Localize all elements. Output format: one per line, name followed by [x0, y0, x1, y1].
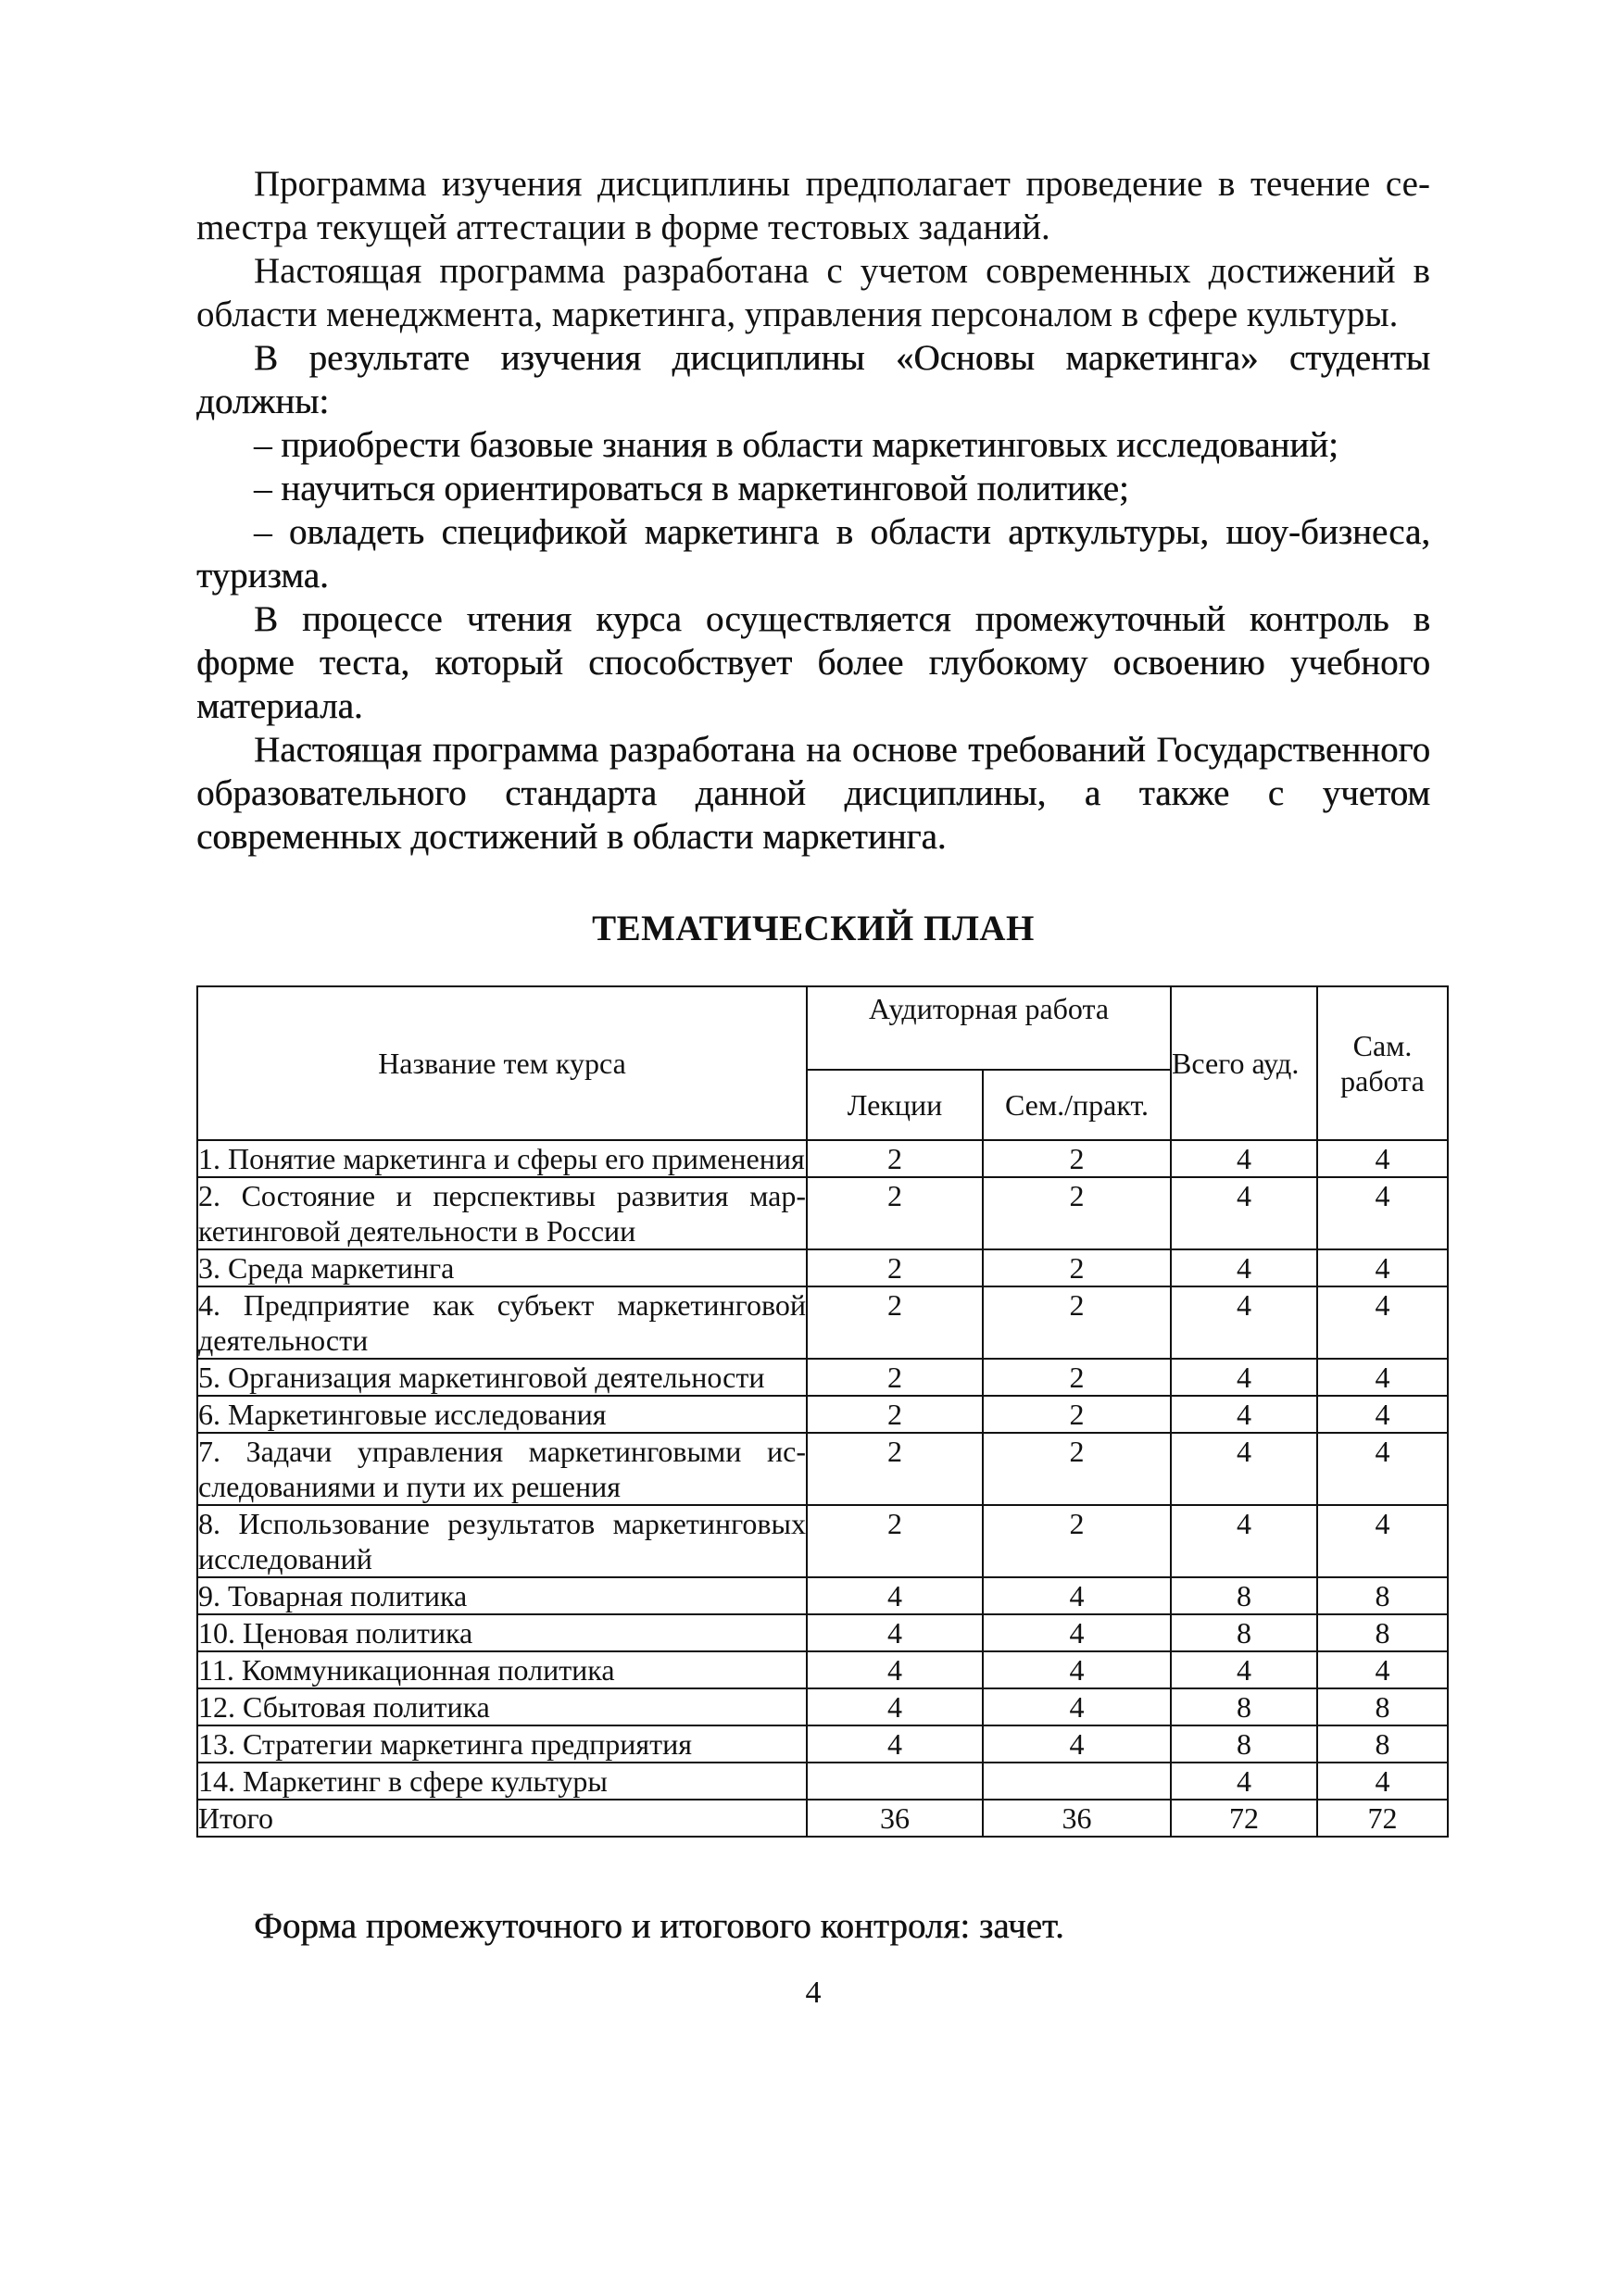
page-number: 4: [805, 1976, 822, 2010]
lectures-cell: 2: [807, 1359, 983, 1396]
total-cell: 4: [1171, 1286, 1317, 1359]
self-work-cell: 4: [1317, 1505, 1448, 1577]
topic-name-cell: 10. Ценовая политика: [197, 1614, 807, 1651]
table-row: [197, 1249, 1448, 1286]
topic-name-cell: 1. Понятие маркетинга и сферы его применения: [197, 1140, 807, 1177]
seminars-cell: 2: [983, 1359, 1171, 1396]
seminars-cell: 36: [983, 1800, 1171, 1837]
topic-name-cell: 14. Маркетинг в сфере культуры: [197, 1763, 807, 1800]
table-row: [197, 1359, 1448, 1396]
lectures-cell: 4: [807, 1614, 983, 1651]
paragraph-intermediate-control: В процессе чтения курса осуществляется промежуточный контроль в форме теста, который способствует более глубокому освоению учебного материала.: [196, 599, 1430, 726]
self-work-cell: 4: [1317, 1249, 1448, 1286]
self-work-cell: 72: [1317, 1800, 1448, 1837]
self-work-cell: 4: [1317, 1286, 1448, 1359]
list-item-specifics: – овладеть спецификой маркетинга в области арткультуры, шоу-бизнеса, туризма.: [196, 512, 1430, 596]
table-row: [197, 1396, 1448, 1433]
lectures-cell: 4: [807, 1651, 983, 1688]
self-work-cell: 4: [1317, 1763, 1448, 1800]
header-total-auditorium: Всего ауд.: [1171, 986, 1317, 1140]
seminars-cell: 2: [983, 1286, 1171, 1359]
topic-name-cell: 5. Организация маркетинговой деятельности: [197, 1359, 807, 1396]
list-item-knowledge: – приобрести базовые знания в области маркетинговых исследований;: [254, 425, 1338, 465]
header-lectures: Лекции: [807, 1070, 983, 1140]
lectures-cell: 4: [807, 1688, 983, 1725]
total-cell: 4: [1171, 1140, 1317, 1177]
total-cell: 8: [1171, 1577, 1317, 1614]
total-cell: 4: [1171, 1177, 1317, 1249]
table-row: [197, 1614, 1448, 1651]
table-row: [197, 1577, 1448, 1614]
table-row: [197, 1725, 1448, 1763]
topic-name-cell: 7. Задачи управления маркетинговыми исследованиями и пути их решения: [198, 1435, 806, 1503]
control-form-text: Форма промежуточного и итогового контроля: зачет.: [254, 1906, 1064, 1946]
self-work-cell: 8: [1317, 1688, 1448, 1725]
header-auditorium-work: Аудиторная работа: [807, 986, 1171, 1070]
seminars-cell: 4: [983, 1688, 1171, 1725]
total-cell: 8: [1171, 1725, 1317, 1763]
topic-name-cell: 12. Сбытовая политика: [197, 1688, 807, 1725]
self-work-cell: 8: [1317, 1614, 1448, 1651]
lectures-cell: 4: [807, 1725, 983, 1763]
paragraph-results-intro: В результате изучения дисциплины «Основы маркетинга» студенты должны:: [196, 338, 1430, 421]
seminars-cell: 4: [983, 1651, 1171, 1688]
total-cell: 8: [1171, 1688, 1317, 1725]
self-work-cell: 4: [1317, 1140, 1448, 1177]
topic-name-cell: 6. Маркетинговые исследования: [197, 1396, 807, 1433]
self-work-cell: 8: [1317, 1725, 1448, 1763]
thematic-plan-table: [196, 985, 1449, 1838]
list-item-orientation: – научиться ориентироваться в маркетинговой политике;: [254, 469, 1129, 508]
topic-name-cell: 11. Коммуникационная политика: [197, 1651, 807, 1688]
lectures-cell: 2: [807, 1286, 983, 1359]
lectures-cell: 4: [807, 1577, 983, 1614]
topic-name-cell: 4. Предприятие как субъект маркетинговой деятельности: [198, 1288, 806, 1357]
seminars-cell: 2: [983, 1177, 1171, 1249]
self-work-cell: 4: [1317, 1651, 1448, 1688]
total-cell: 72: [1171, 1800, 1317, 1837]
seminars-cell: 2: [983, 1249, 1171, 1286]
lectures-cell: 36: [807, 1800, 983, 1837]
total-cell: 4: [1171, 1433, 1317, 1505]
lectures-cell: 2: [807, 1396, 983, 1433]
topic-name-cell: Итого: [197, 1800, 807, 1837]
table-row: [197, 1177, 1448, 1249]
topic-name-cell: 13. Стратегии маркетинга предприятия: [197, 1725, 807, 1763]
header-seminars: Сем./практ.: [983, 1070, 1171, 1140]
self-work-cell: 4: [1317, 1396, 1448, 1433]
header-self-work: Сам. работа: [1317, 986, 1448, 1140]
topic-name-cell: 2. Состояние и перспективы развития маркетинговой деятельности в России: [198, 1179, 806, 1248]
total-cell: 4: [1171, 1763, 1317, 1800]
lectures-cell: 2: [807, 1140, 983, 1177]
self-work-cell: 4: [1317, 1359, 1448, 1396]
table-row: [197, 1688, 1448, 1725]
paragraph-attestation: Программа изучения дисциплины предполагает проведение в течение сеmестра текущей аттестации в форме тестовых заданий.: [196, 164, 1430, 247]
header-topic-name: Название тем курса: [197, 986, 807, 1140]
lectures-cell: 2: [807, 1177, 983, 1249]
seminars-cell: [983, 1763, 1171, 1800]
table-row: [197, 1651, 1448, 1688]
seminars-cell: 4: [983, 1577, 1171, 1614]
lectures-cell: 2: [807, 1433, 983, 1505]
total-cell: 4: [1171, 1396, 1317, 1433]
self-work-cell: 4: [1317, 1433, 1448, 1505]
table-row: [197, 1286, 1448, 1359]
lectures-cell: 2: [807, 1505, 983, 1577]
table-row: [197, 1505, 1448, 1577]
topic-name-cell: 9. Товарная политика: [197, 1577, 807, 1614]
document-page: [196, 162, 1430, 2011]
seminars-cell: 4: [983, 1614, 1171, 1651]
total-cell: 4: [1171, 1505, 1317, 1577]
topic-name-cell: 8. Использование результатов маркетинговых исследований: [198, 1507, 806, 1575]
total-cell: 4: [1171, 1359, 1317, 1396]
seminars-cell: 2: [983, 1505, 1171, 1577]
total-cell: 8: [1171, 1614, 1317, 1651]
seminars-cell: 4: [983, 1725, 1171, 1763]
topic-name-cell: 3. Среда маркетинга: [197, 1249, 807, 1286]
table-row: [197, 1140, 1448, 1177]
paragraph-standard: Настоящая программа разработана на основе требований Государственного образовательного стандарта данной дисциплины, а также с учетом современных достижений в области маркетинга.: [196, 730, 1430, 857]
seminars-cell: 2: [983, 1140, 1171, 1177]
lectures-cell: 2: [807, 1249, 983, 1286]
total-cell: 4: [1171, 1651, 1317, 1688]
self-work-cell: 4: [1317, 1177, 1448, 1249]
table-row: [197, 1800, 1448, 1837]
paragraph-program-basis: Настоящая программа разработана с учетом современных достижений в области менеджмента, маркетинга, управления персоналом в сфере культуры.: [196, 251, 1430, 334]
seminars-cell: 2: [983, 1433, 1171, 1505]
table-row: [197, 1433, 1448, 1505]
total-cell: 4: [1171, 1249, 1317, 1286]
lectures-cell: [807, 1763, 983, 1800]
seminars-cell: 2: [983, 1396, 1171, 1433]
self-work-cell: 8: [1317, 1577, 1448, 1614]
section-heading: ТЕМАТИЧЕСКИЙ ПЛАН: [592, 909, 1035, 948]
table-row: [197, 1763, 1448, 1800]
